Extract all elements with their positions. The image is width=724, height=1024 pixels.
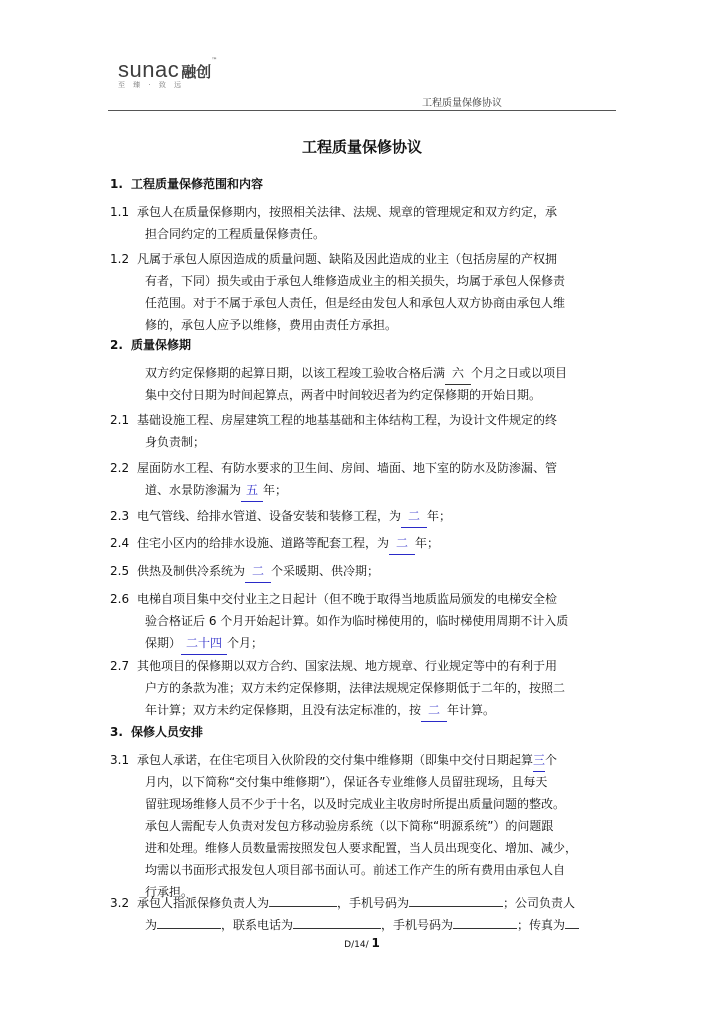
header-divider: [108, 110, 616, 111]
elevator-months-value: 二十四: [181, 633, 227, 655]
page-number: D/14/ 1: [344, 936, 380, 950]
acceptance-months-value: 六: [445, 363, 471, 385]
logo-tagline: 至 臻 · 致 远: [118, 81, 185, 89]
fax-field[interactable]: [565, 916, 579, 929]
logo-cn: 融创: [181, 63, 212, 81]
waterproof-years-value: 五: [241, 480, 263, 502]
other-years-value: 二: [421, 700, 447, 722]
logo-word: sunac: [118, 57, 180, 82]
running-header: 工程质量保修协议: [422, 98, 502, 109]
electrical-years-value: 二: [401, 506, 427, 528]
company-mobile-field[interactable]: [453, 916, 517, 929]
maintenance-months-value: 三: [533, 750, 545, 772]
heating-periods-value: 二: [245, 561, 271, 583]
contact-phone-field[interactable]: [293, 916, 381, 929]
facilities-years-value: 二: [389, 533, 415, 555]
logo-tm: ™: [211, 57, 218, 64]
company-manager-field[interactable]: [157, 916, 221, 929]
manager-mobile-field[interactable]: [409, 894, 503, 907]
document-title: 工程质量保修协议: [301, 138, 422, 156]
maintenance-manager-field[interactable]: [269, 894, 337, 907]
